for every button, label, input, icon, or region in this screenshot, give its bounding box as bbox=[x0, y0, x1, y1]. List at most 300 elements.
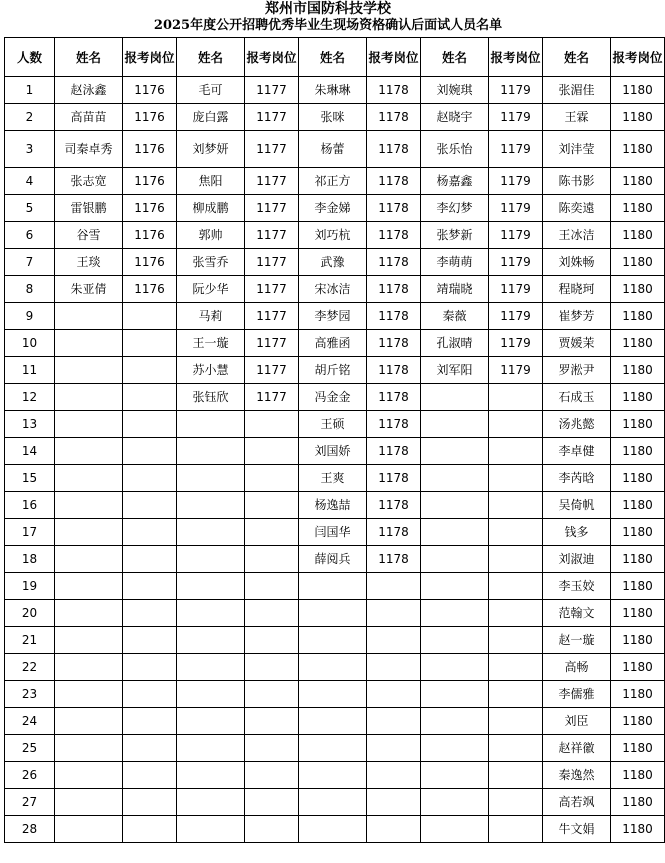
post-code-cell: 1179 bbox=[489, 168, 543, 195]
candidate-name-cell: 张咪 bbox=[299, 104, 367, 131]
post-code-cell: 1180 bbox=[611, 195, 665, 222]
candidate-name-cell bbox=[299, 708, 367, 735]
row-count-cell: 11 bbox=[5, 357, 55, 384]
row-count-cell: 6 bbox=[5, 222, 55, 249]
table-row bbox=[5, 195, 665, 222]
candidate-name-cell: 王霖 bbox=[543, 104, 611, 131]
table-row bbox=[5, 789, 665, 816]
post-code-cell: 1180 bbox=[611, 654, 665, 681]
candidate-name-cell bbox=[299, 789, 367, 816]
candidate-name-cell: 高若飒 bbox=[543, 789, 611, 816]
post-code-cell: 1178 bbox=[367, 492, 421, 519]
candidate-name-cell bbox=[177, 519, 245, 546]
candidate-name-cell: 秦逸然 bbox=[543, 762, 611, 789]
post-code-cell: 1176 bbox=[123, 77, 177, 104]
candidate-name-cell bbox=[421, 627, 489, 654]
post-code-cell bbox=[367, 816, 421, 843]
post-code-cell: 1177 bbox=[245, 249, 299, 276]
candidate-name-cell: 刘姝畅 bbox=[543, 249, 611, 276]
post-code-cell bbox=[367, 789, 421, 816]
post-code-cell: 1179 bbox=[489, 222, 543, 249]
post-code-cell bbox=[123, 330, 177, 357]
candidate-name-cell bbox=[55, 519, 123, 546]
post-code-cell: 1180 bbox=[611, 465, 665, 492]
candidate-name-cell: 杨蕾 bbox=[299, 131, 367, 168]
post-code-cell bbox=[123, 654, 177, 681]
post-code-cell bbox=[245, 546, 299, 573]
candidate-name-cell bbox=[55, 384, 123, 411]
post-code-cell: 1178 bbox=[367, 546, 421, 573]
post-code-cell: 1178 bbox=[367, 195, 421, 222]
candidate-name-cell: 张钰欣 bbox=[177, 384, 245, 411]
candidate-name-cell bbox=[55, 492, 123, 519]
post-code-cell: 1177 bbox=[245, 195, 299, 222]
post-code-cell bbox=[489, 546, 543, 573]
candidate-name-cell: 张梦新 bbox=[421, 222, 489, 249]
candidate-name-cell: 雷银鹏 bbox=[55, 195, 123, 222]
candidate-name-cell: 钱多 bbox=[543, 519, 611, 546]
post-code-cell: 1178 bbox=[367, 519, 421, 546]
post-code-cell: 1178 bbox=[367, 465, 421, 492]
post-code-cell bbox=[367, 681, 421, 708]
table-row bbox=[5, 330, 665, 357]
post-code-cell bbox=[123, 816, 177, 843]
candidate-name-cell bbox=[55, 465, 123, 492]
header-count: 人数 bbox=[5, 38, 55, 77]
post-code-cell: 1177 bbox=[245, 276, 299, 303]
candidate-name-cell: 刘巧杭 bbox=[299, 222, 367, 249]
table-row bbox=[5, 77, 665, 104]
candidate-name-cell bbox=[177, 546, 245, 573]
candidate-name-cell bbox=[421, 708, 489, 735]
table-row bbox=[5, 168, 665, 195]
post-code-cell: 1179 bbox=[489, 131, 543, 168]
post-code-cell: 1178 bbox=[367, 303, 421, 330]
table-row bbox=[5, 519, 665, 546]
post-code-cell: 1180 bbox=[611, 492, 665, 519]
candidate-name-cell: 崔梦芳 bbox=[543, 303, 611, 330]
table-row bbox=[5, 816, 665, 843]
post-code-cell: 1180 bbox=[611, 384, 665, 411]
candidate-name-cell bbox=[299, 654, 367, 681]
post-code-cell: 1177 bbox=[245, 330, 299, 357]
candidate-name-cell: 赵泳鑫 bbox=[55, 77, 123, 104]
post-code-cell: 1179 bbox=[489, 249, 543, 276]
candidate-name-cell bbox=[421, 735, 489, 762]
post-code-cell: 1180 bbox=[611, 438, 665, 465]
candidate-name-cell bbox=[55, 438, 123, 465]
header-post: 报考岗位 bbox=[123, 38, 177, 77]
candidate-name-cell: 吴倚帆 bbox=[543, 492, 611, 519]
candidate-name-cell: 靖瑞晓 bbox=[421, 276, 489, 303]
post-code-cell bbox=[489, 519, 543, 546]
table-row bbox=[5, 546, 665, 573]
candidate-name-cell bbox=[299, 816, 367, 843]
candidate-name-cell: 赵晓宇 bbox=[421, 104, 489, 131]
candidate-name-cell: 高雅函 bbox=[299, 330, 367, 357]
row-count-cell: 22 bbox=[5, 654, 55, 681]
post-code-cell: 1180 bbox=[611, 276, 665, 303]
row-count-cell: 25 bbox=[5, 735, 55, 762]
post-code-cell: 1177 bbox=[245, 131, 299, 168]
candidate-name-cell: 牛文娟 bbox=[543, 816, 611, 843]
post-code-cell bbox=[123, 600, 177, 627]
candidate-name-cell bbox=[421, 384, 489, 411]
row-count-cell: 28 bbox=[5, 816, 55, 843]
candidate-name-cell: 朱琳琳 bbox=[299, 77, 367, 104]
post-code-cell bbox=[123, 546, 177, 573]
header-post: 报考岗位 bbox=[489, 38, 543, 77]
candidate-name-cell bbox=[421, 654, 489, 681]
candidate-name-cell: 王爽 bbox=[299, 465, 367, 492]
post-code-cell bbox=[489, 681, 543, 708]
school-name-title: 郑州市国防科技学校 bbox=[265, 1, 391, 17]
post-code-cell: 1178 bbox=[367, 104, 421, 131]
candidate-name-cell: 高苗苗 bbox=[55, 104, 123, 131]
post-code-cell: 1180 bbox=[611, 77, 665, 104]
post-code-cell bbox=[489, 708, 543, 735]
candidate-name-cell bbox=[55, 546, 123, 573]
candidate-name-cell: 薛阅兵 bbox=[299, 546, 367, 573]
post-code-cell bbox=[123, 735, 177, 762]
header-row bbox=[5, 38, 665, 77]
candidate-name-cell: 李幻梦 bbox=[421, 195, 489, 222]
candidate-name-cell: 贾媛茉 bbox=[543, 330, 611, 357]
candidate-name-cell: 柳成鹏 bbox=[177, 195, 245, 222]
candidate-name-cell: 秦薇 bbox=[421, 303, 489, 330]
post-code-cell bbox=[489, 438, 543, 465]
row-count-cell: 27 bbox=[5, 789, 55, 816]
candidate-name-cell: 马莉 bbox=[177, 303, 245, 330]
post-code-cell bbox=[123, 438, 177, 465]
candidate-name-cell: 宋冰洁 bbox=[299, 276, 367, 303]
candidate-name-cell: 陈奕遠 bbox=[543, 195, 611, 222]
post-code-cell: 1178 bbox=[367, 330, 421, 357]
candidate-name-cell bbox=[55, 816, 123, 843]
candidate-name-cell: 李梦园 bbox=[299, 303, 367, 330]
candidate-name-cell: 司秦卓秀 bbox=[55, 131, 123, 168]
post-code-cell: 1180 bbox=[611, 303, 665, 330]
candidate-name-cell: 刘臣 bbox=[543, 708, 611, 735]
post-code-cell bbox=[245, 708, 299, 735]
candidate-name-cell: 王冰洁 bbox=[543, 222, 611, 249]
candidate-name-cell: 程晓珂 bbox=[543, 276, 611, 303]
row-count-cell: 10 bbox=[5, 330, 55, 357]
candidate-name-cell: 谷雪 bbox=[55, 222, 123, 249]
candidate-name-cell: 王琰 bbox=[55, 249, 123, 276]
candidate-name-cell bbox=[55, 762, 123, 789]
candidate-name-cell: 张雪乔 bbox=[177, 249, 245, 276]
candidate-name-cell bbox=[421, 600, 489, 627]
table-row bbox=[5, 681, 665, 708]
candidate-name-cell bbox=[55, 789, 123, 816]
table-row bbox=[5, 438, 665, 465]
post-code-cell: 1176 bbox=[123, 131, 177, 168]
candidate-name-cell: 祁正方 bbox=[299, 168, 367, 195]
post-code-cell bbox=[245, 411, 299, 438]
post-code-cell: 1178 bbox=[367, 168, 421, 195]
candidate-name-cell bbox=[421, 492, 489, 519]
candidate-name-cell: 庞白露 bbox=[177, 104, 245, 131]
candidate-name-cell: 李金娣 bbox=[299, 195, 367, 222]
candidate-name-cell bbox=[421, 762, 489, 789]
post-code-cell: 1179 bbox=[489, 77, 543, 104]
post-code-cell bbox=[245, 789, 299, 816]
post-code-cell: 1177 bbox=[245, 303, 299, 330]
header-post: 报考岗位 bbox=[611, 38, 665, 77]
row-count-cell: 17 bbox=[5, 519, 55, 546]
post-code-cell: 1176 bbox=[123, 276, 177, 303]
candidate-name-cell: 汤兆懿 bbox=[543, 411, 611, 438]
candidate-name-cell: 赵祥徽 bbox=[543, 735, 611, 762]
candidate-name-cell: 范翰文 bbox=[543, 600, 611, 627]
post-code-cell: 1180 bbox=[611, 222, 665, 249]
row-count-cell: 16 bbox=[5, 492, 55, 519]
candidate-name-cell: 刘淑迪 bbox=[543, 546, 611, 573]
post-code-cell: 1177 bbox=[245, 168, 299, 195]
post-code-cell: 1177 bbox=[245, 222, 299, 249]
post-code-cell: 1177 bbox=[245, 104, 299, 131]
candidate-name-cell bbox=[55, 627, 123, 654]
candidate-name-cell: 赵一璇 bbox=[543, 627, 611, 654]
row-count-cell: 21 bbox=[5, 627, 55, 654]
candidate-name-cell bbox=[421, 789, 489, 816]
post-code-cell bbox=[367, 573, 421, 600]
post-code-cell: 1180 bbox=[611, 627, 665, 654]
post-code-cell bbox=[367, 735, 421, 762]
table-row bbox=[5, 573, 665, 600]
table-row bbox=[5, 357, 665, 384]
candidate-name-cell bbox=[177, 816, 245, 843]
candidate-name-cell: 李萌萌 bbox=[421, 249, 489, 276]
candidate-name-cell bbox=[177, 573, 245, 600]
candidate-name-cell bbox=[177, 762, 245, 789]
candidate-name-cell: 焦阳 bbox=[177, 168, 245, 195]
candidate-name-cell: 刘沣莹 bbox=[543, 131, 611, 168]
candidate-name-cell: 刘军阳 bbox=[421, 357, 489, 384]
post-code-cell bbox=[123, 492, 177, 519]
post-code-cell bbox=[123, 303, 177, 330]
candidate-name-cell bbox=[55, 411, 123, 438]
interview-roster-table bbox=[4, 37, 665, 843]
post-code-cell bbox=[489, 735, 543, 762]
candidate-name-cell bbox=[55, 735, 123, 762]
candidate-name-cell: 王硕 bbox=[299, 411, 367, 438]
table-row bbox=[5, 384, 665, 411]
post-code-cell bbox=[245, 735, 299, 762]
post-code-cell: 1180 bbox=[611, 357, 665, 384]
post-code-cell bbox=[367, 708, 421, 735]
post-code-cell bbox=[123, 411, 177, 438]
table-row bbox=[5, 104, 665, 131]
candidate-name-cell: 苏小慧 bbox=[177, 357, 245, 384]
candidate-name-cell bbox=[421, 438, 489, 465]
post-code-cell bbox=[123, 681, 177, 708]
candidate-name-cell: 李芮晗 bbox=[543, 465, 611, 492]
candidate-name-cell: 阮少华 bbox=[177, 276, 245, 303]
post-code-cell: 1180 bbox=[611, 104, 665, 131]
post-code-cell: 1176 bbox=[123, 222, 177, 249]
candidate-name-cell bbox=[177, 438, 245, 465]
candidate-name-cell bbox=[177, 681, 245, 708]
post-code-cell: 1178 bbox=[367, 222, 421, 249]
header-name: 姓名 bbox=[177, 38, 245, 77]
header-name: 姓名 bbox=[543, 38, 611, 77]
post-code-cell: 1177 bbox=[245, 357, 299, 384]
candidate-name-cell: 朱亚倩 bbox=[55, 276, 123, 303]
candidate-name-cell: 张乐怡 bbox=[421, 131, 489, 168]
post-code-cell bbox=[489, 627, 543, 654]
post-code-cell: 1180 bbox=[611, 249, 665, 276]
post-code-cell: 1179 bbox=[489, 276, 543, 303]
header-name: 姓名 bbox=[55, 38, 123, 77]
post-code-cell: 1178 bbox=[367, 249, 421, 276]
post-code-cell bbox=[245, 438, 299, 465]
candidate-name-cell bbox=[177, 600, 245, 627]
post-code-cell bbox=[245, 492, 299, 519]
candidate-name-cell bbox=[421, 681, 489, 708]
roster-body bbox=[5, 77, 665, 843]
post-code-cell: 1178 bbox=[367, 131, 421, 168]
header-name: 姓名 bbox=[299, 38, 367, 77]
post-code-cell bbox=[489, 762, 543, 789]
candidate-name-cell bbox=[177, 735, 245, 762]
post-code-cell: 1180 bbox=[611, 168, 665, 195]
candidate-name-cell: 李玉姣 bbox=[543, 573, 611, 600]
candidate-name-cell: 高畅 bbox=[543, 654, 611, 681]
table-row bbox=[5, 708, 665, 735]
post-code-cell: 1178 bbox=[367, 411, 421, 438]
row-count-cell: 4 bbox=[5, 168, 55, 195]
post-code-cell: 1177 bbox=[245, 77, 299, 104]
row-count-cell: 9 bbox=[5, 303, 55, 330]
post-code-cell: 1180 bbox=[611, 330, 665, 357]
candidate-name-cell bbox=[421, 465, 489, 492]
post-code-cell bbox=[245, 519, 299, 546]
candidate-name-cell: 罗淞尹 bbox=[543, 357, 611, 384]
candidate-name-cell bbox=[421, 546, 489, 573]
post-code-cell bbox=[123, 762, 177, 789]
post-code-cell: 1178 bbox=[367, 77, 421, 104]
post-code-cell: 1180 bbox=[611, 546, 665, 573]
candidate-name-cell: 陈书影 bbox=[543, 168, 611, 195]
post-code-cell bbox=[489, 465, 543, 492]
table-row bbox=[5, 249, 665, 276]
candidate-name-cell bbox=[55, 330, 123, 357]
candidate-name-cell bbox=[299, 600, 367, 627]
candidate-name-cell bbox=[299, 681, 367, 708]
post-code-cell: 1180 bbox=[611, 708, 665, 735]
header-name: 姓名 bbox=[421, 38, 489, 77]
post-code-cell bbox=[245, 573, 299, 600]
candidate-name-cell: 胡斤铭 bbox=[299, 357, 367, 384]
candidate-name-cell bbox=[55, 303, 123, 330]
row-count-cell: 18 bbox=[5, 546, 55, 573]
row-count-cell: 23 bbox=[5, 681, 55, 708]
row-count-cell: 14 bbox=[5, 438, 55, 465]
candidate-name-cell bbox=[177, 654, 245, 681]
post-code-cell: 1179 bbox=[489, 104, 543, 131]
row-count-cell: 1 bbox=[5, 77, 55, 104]
row-count-cell: 5 bbox=[5, 195, 55, 222]
table-row bbox=[5, 276, 665, 303]
table-row bbox=[5, 735, 665, 762]
candidate-name-cell: 张湄佳 bbox=[543, 77, 611, 104]
post-code-cell: 1180 bbox=[611, 816, 665, 843]
candidate-name-cell bbox=[299, 735, 367, 762]
table-row bbox=[5, 411, 665, 438]
candidate-name-cell: 刘梦妍 bbox=[177, 131, 245, 168]
row-count-cell: 26 bbox=[5, 762, 55, 789]
candidate-name-cell: 杨嘉鑫 bbox=[421, 168, 489, 195]
row-count-cell: 13 bbox=[5, 411, 55, 438]
candidate-name-cell: 刘婉琪 bbox=[421, 77, 489, 104]
header-post: 报考岗位 bbox=[245, 38, 299, 77]
table-row bbox=[5, 303, 665, 330]
post-code-cell bbox=[123, 357, 177, 384]
post-code-cell bbox=[123, 519, 177, 546]
table-row bbox=[5, 465, 665, 492]
post-code-cell: 1180 bbox=[611, 573, 665, 600]
post-code-cell: 1180 bbox=[611, 600, 665, 627]
candidate-name-cell bbox=[55, 573, 123, 600]
post-code-cell bbox=[245, 627, 299, 654]
post-code-cell bbox=[489, 789, 543, 816]
post-code-cell: 1180 bbox=[611, 519, 665, 546]
row-count-cell: 12 bbox=[5, 384, 55, 411]
candidate-name-cell: 闫国华 bbox=[299, 519, 367, 546]
candidate-name-cell bbox=[55, 708, 123, 735]
post-code-cell: 1176 bbox=[123, 168, 177, 195]
row-count-cell: 3 bbox=[5, 131, 55, 168]
post-code-cell: 1180 bbox=[611, 681, 665, 708]
row-count-cell: 20 bbox=[5, 600, 55, 627]
post-code-cell bbox=[123, 384, 177, 411]
post-code-cell: 1178 bbox=[367, 384, 421, 411]
candidate-name-cell: 孔淑晴 bbox=[421, 330, 489, 357]
candidate-name-cell bbox=[177, 492, 245, 519]
row-count-cell: 24 bbox=[5, 708, 55, 735]
post-code-cell: 1178 bbox=[367, 276, 421, 303]
candidate-name-cell bbox=[421, 411, 489, 438]
post-code-cell bbox=[245, 762, 299, 789]
candidate-name-cell bbox=[299, 762, 367, 789]
post-code-cell bbox=[489, 654, 543, 681]
table-row bbox=[5, 131, 665, 168]
post-code-cell bbox=[367, 654, 421, 681]
row-count-cell: 7 bbox=[5, 249, 55, 276]
post-code-cell bbox=[489, 573, 543, 600]
post-code-cell bbox=[245, 681, 299, 708]
post-code-cell bbox=[123, 573, 177, 600]
post-code-cell: 1180 bbox=[611, 762, 665, 789]
candidate-name-cell bbox=[421, 519, 489, 546]
candidate-name-cell bbox=[177, 708, 245, 735]
candidate-name-cell bbox=[177, 789, 245, 816]
post-code-cell: 1179 bbox=[489, 330, 543, 357]
candidate-name-cell: 刘国娇 bbox=[299, 438, 367, 465]
post-code-cell: 1176 bbox=[123, 249, 177, 276]
candidate-name-cell: 李卓健 bbox=[543, 438, 611, 465]
table-row bbox=[5, 222, 665, 249]
post-code-cell bbox=[123, 789, 177, 816]
row-count-cell: 2 bbox=[5, 104, 55, 131]
post-code-cell bbox=[489, 384, 543, 411]
table-row bbox=[5, 762, 665, 789]
table-row bbox=[5, 492, 665, 519]
post-code-cell: 1180 bbox=[611, 789, 665, 816]
candidate-name-cell: 毛可 bbox=[177, 77, 245, 104]
